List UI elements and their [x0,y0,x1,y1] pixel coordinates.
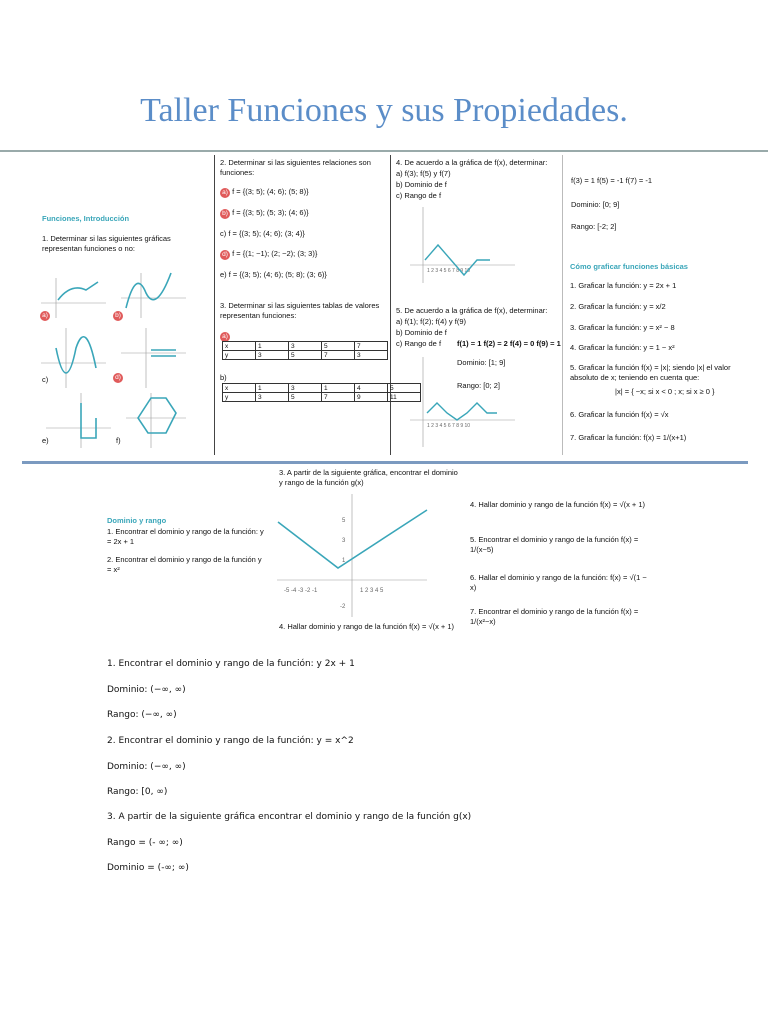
answer-line-1: 1. Encontrar el dominio y rango de la función: y 2x + 1 [107,659,355,669]
answer-5a: f(1) = 1 f(2) = 2 f(4) = 0 f(9) = 1 [457,339,561,348]
graph-task-6: 6. Graficar la función f(x) = √x [570,410,669,419]
relation-c: c) f = {(3; 5); (4; 6); (3; 4)} [220,229,305,238]
svg-text:1 2 3 4 5: 1 2 3 4 5 [360,588,384,594]
lower-question-4: 4. Hallar dominio y rango de la función f(x) = √(x + 1) [470,500,646,509]
lower-question-6: 6. Hallar el dominio y rango de la función: f(x) = √(1 − x) [470,573,647,593]
relation-b: b) f = {(3; 5); (5; 3); (4; 6)} [220,208,309,219]
values-table-b: x 1 3 1 4 5 y 3 5 7 9 11 [222,383,421,402]
answer-line-7: 3. A partir de la siguiente gráfica encontrar el dominio y rango de la función g(x) [107,812,472,822]
answer-4-domain: Dominio: [0; 9] [571,200,620,209]
answer-line-5: Dominio: (−∞, ∞) [107,762,186,772]
answer-line-9: Dominio = (-∞; ∞) [107,863,189,873]
svg-text:1 2 3 4 5 6 7 8 9 10: 1 2 3 4 5 6 7 8 9 10 [427,268,471,274]
svg-text:5: 5 [342,518,346,524]
question-4b: b) Dominio de f [396,180,447,189]
graph-label-f: f) [116,436,121,445]
lower-question-4-graph: 4. Hallar dominio y rango de la función f(x) = √(x + 1) [279,622,455,631]
lower-question-5: 5. Encontrar el dominio y rango de la función f(x) = 1/(x−5) [470,535,639,555]
graph-label-e: e) [42,436,49,445]
question-4a: a) f(3); f(5) y f(7) [396,169,451,178]
question-5a: a) f(1); f(2); f(4) y f(9) [396,317,467,326]
answer-line-8: Rango = (- ∞; ∞) [107,838,183,848]
question-5b: b) Dominio de f [396,328,447,337]
function-graphs-grid [36,268,216,458]
svg-text:1: 1 [342,558,346,564]
graph-label-b: b) [113,310,123,321]
graph-q5 [405,355,520,450]
answer-4a: f(3) = 1 f(5) = -1 f(7) = -1 [571,176,653,185]
absolute-value-definition: |x| = { −x; si x < 0 ; x; si x ≥ 0 } [615,387,715,396]
svg-text:3: 3 [342,538,346,544]
question-4c: c) Rango de f [396,191,442,200]
question-2: 2. Determinar si las siguientes relaciones son funciones: [220,158,371,178]
relation-d: d) f = {(1; −1); (2; −2); (3; 3)} [220,249,317,260]
relation-a: a) f = {(3; 5); (4; 6); (5; 8)} [220,187,309,198]
svg-text:1 2 3 4 5 6 7 8 9 10: 1 2 3 4 5 6 7 8 9 10 [427,423,471,429]
graph-task-1: 1. Graficar la función: y = 2x + 1 [570,281,677,290]
graph-task-2: 2. Graficar la función: y = x/2 [570,302,666,311]
question-5c: c) Rango de f [396,339,442,348]
values-table-a: x 1 3 5 7 y 3 5 7 3 [222,341,388,360]
graph-label-a: a) [40,310,50,321]
svg-text:-2: -2 [340,604,346,610]
graph-task-3: 3. Graficar la función: y = x² − 8 [570,323,675,332]
answer-5-range: Rango: [0; 2] [457,381,500,390]
graph-g [272,492,432,622]
lower-question-3: 3. A partir de la siguiente gráfica, encontrar el dominio y rango de la función g(x) [279,468,458,488]
lower-question-7: 7. Encontrar el dominio y rango de la función f(x) = 1/(x²−x) [470,607,639,627]
answer-5-domain: Dominio: [1; 9] [457,358,506,367]
question-1: 1. Determinar si las siguientes gráficas representan funciones o no: [42,234,171,254]
graph-task-7: 7. Graficar la función: f(x) = 1/(x+1) [570,433,687,442]
top-divider [0,150,768,152]
lower-question-1: 1. Encontrar el dominio y rango de la función: y = 2x + 1 [107,527,264,547]
page-title: Taller Funciones y sus Propiedades. [140,92,628,129]
answer-line-2: Dominio: (−∞, ∞) [107,685,186,695]
table-b-label: b) [220,373,227,382]
graph-task-4: 4. Graficar la función: y = 1 − x² [570,343,675,352]
answer-line-6: Rango: [0, ∞) [107,787,168,797]
column-divider [562,155,563,455]
section-heading-graficar: Cómo graficar funciones básicas [570,262,688,271]
graph-task-5: 5. Graficar la función f(x) = |x|; siendo |x| el valor absoluto de x; teniendo en cuenta que: [570,363,731,383]
answer-line-3: Rango: (−∞, ∞) [107,710,177,720]
section-divider [22,461,748,464]
relation-e: e) f = {(3; 5); (4; 6); (5; 8); (3; 6)} [220,270,327,279]
question-3: 3. Determinar si las siguientes tablas de valores representan funciones: [220,301,380,321]
answer-4-range: Rango: [-2; 2] [571,222,617,231]
graph-q4 [405,205,520,285]
answer-line-4: 2. Encontrar el dominio y rango de la función: y = x^2 [107,736,354,746]
column-divider [390,155,391,455]
graph-label-d: d) [113,372,123,383]
svg-text:-5 -4 -3 -2 -1: -5 -4 -3 -2 -1 [284,588,318,594]
lower-question-2: 2. Encontrar el dominio y rango de la función y = x² [107,555,262,575]
question-4: 4. De acuerdo a la gráfica de f(x), determinar: [396,158,548,167]
section-heading: Funciones, Introducción [42,214,130,223]
section-heading-dominio: Dominio y rango [107,516,167,525]
question-5: 5. De acuerdo a la gráfica de f(x), determinar: [396,306,548,315]
table-a-label: a) [220,331,230,342]
graph-label-c: c) [42,375,49,384]
